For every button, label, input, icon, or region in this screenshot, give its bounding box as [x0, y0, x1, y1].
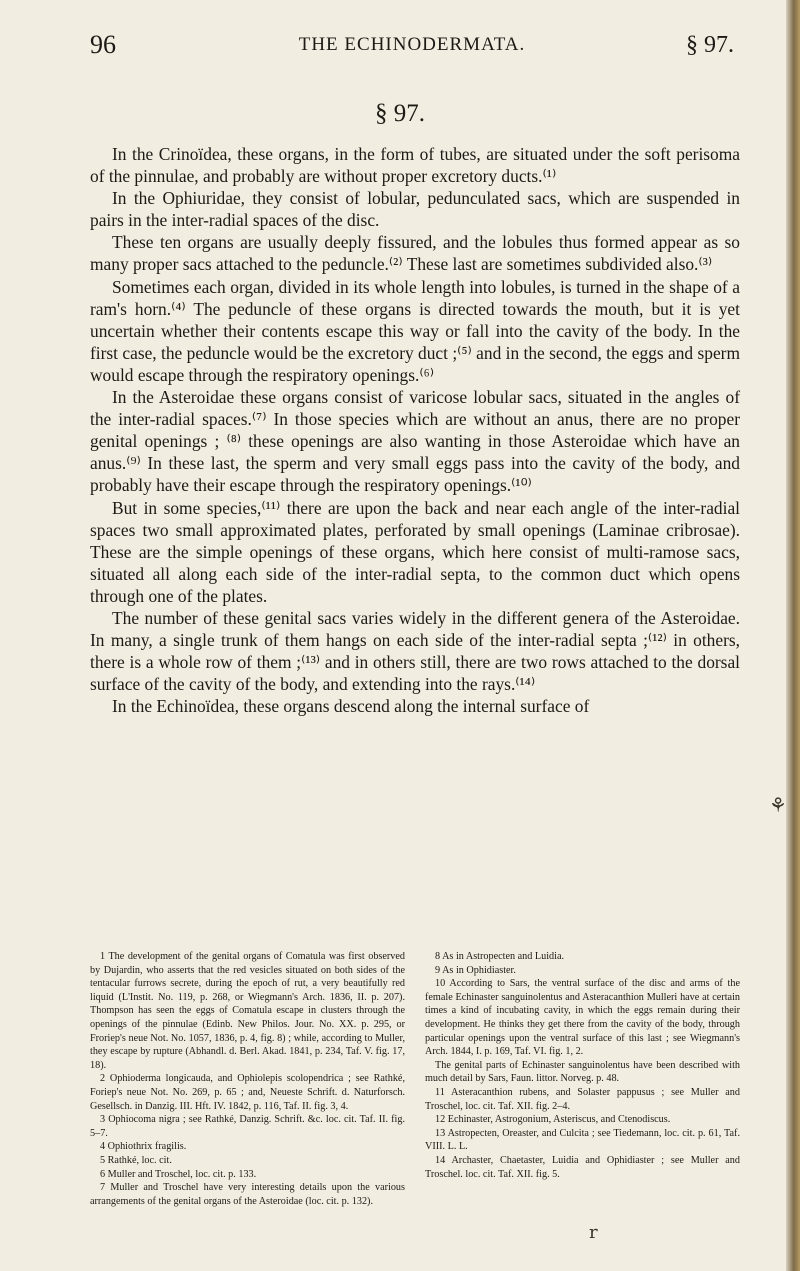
paragraph: In the Echinoïdea, these organs descend along the internal surface of: [112, 696, 590, 717]
footnote: 13 Astropecten, Oreaster, and Culcita ; see Tiedemann, loc. cit. p. 61, Taf. VIII. L. L.: [425, 1127, 740, 1153]
paragraph: In the Asteroidae these organs consist of varicose lobular sacs, situated in the angles of the inter-radial spaces.⁽⁷⁾ In those species which are without an anus, there are no proper genital openings ; ⁽⁸⁾ these openings are also wanting in those Asteroidae which have an anus.⁽⁹⁾ In these last, the sperm and very small eggs pass into the cavity of the body, and probably have their escape through the respiratory openings.⁽¹⁰⁾: [90, 387, 740, 496]
running-header: [90, 30, 734, 60]
footnote: 10 According to Sars, the ventral surface of the disc and arms of the female Echinaster sanguinolentus and Asteracanthion Mulleri have at certain times a kind of incubating cavity, in which the eggs remain during their development. He thinks they get there from the cavity of the body, through particular openings upon the ventral surface of this last ; see Wiegmann's Arch. 1844, I. p. 169, Taf. VI. fig. 1, 2.: [425, 978, 740, 1058]
footnote: 3 Ophiocoma nigra ; see Rathké, Danzig. Schrift. &c. loc. cit. Taf. II. fig. 5–7.: [90, 1114, 405, 1139]
footnote: The genital parts of Echinaster sanguinolentus have been described with much detail by Sars, Faun. littor. Norveg. p. 48.: [425, 1059, 740, 1085]
footnotes: [90, 950, 740, 1208]
page-edge: [786, 0, 800, 1271]
footnotes-right-column: [425, 950, 740, 1208]
footnote: 14 Archaster, Chaetaster, Luidia and Ophidiaster ; see Muller and Troschel. loc. cit. Taf. XII. fig. 5.: [425, 1154, 740, 1180]
footnote: 4 Ophiothrix fragilis.: [100, 1141, 187, 1153]
margin-mark: ⚘: [769, 793, 787, 817]
footnote: 5 Rathké, loc. cit.: [100, 1154, 172, 1166]
page-number: 96: [90, 30, 116, 59]
footnote: 12 Echinaster, Astrogonium, Asteriscus, and Ctenodiscus.: [435, 1114, 671, 1126]
footnote: 11 Asteracanthion rubens, and Solaster pappusus ; see Muller and Troschel, loc. cit. Taf. XII. fig. 2–4.: [425, 1086, 740, 1112]
footnotes-left-column: [90, 950, 405, 1208]
footnote: 1 The development of the genital organs of Comatula was first observed by Dujardin, who asserts that the red vesicles situated on both sides of the tentacular furrows secrete, during the epoch of rut, a very beautifully red liquid (L'Instit. No. 119, p. 268, or Wiegmann's Arch. 1836, II. p. 207). Thompson has seen the eggs of Comatula escape in clusters through the openings of the pinnulae (Edinb. New Philos. Jour. No. XX. p. 295, or Froriep's neue Not. No. 1057, 1836, p. 4, fig. 8) ; while, according to Muller, they escape by rupture (Abhandl. d. Berl. Akad. 1841, p. 234, Taf. V. fig. 17, 18).: [90, 951, 405, 1071]
section-reference: § 97.: [686, 32, 734, 58]
running-title: THE ECHINODERMATA.: [298, 34, 526, 55]
footnote: 7 Muller and Troschel have very interesting details upon the various arrangements of the genital organs of the Asteroidae (loc. cit. p. 132).: [90, 1182, 405, 1207]
paragraph: The number of these genital sacs varies widely in the different genera of the Asteroidae. In many, a single trunk of them hangs on each side of the inter-radial septa ;⁽¹²⁾ in others, there is a whole row of them ;⁽¹³⁾ and in others still, there are two rows attached to the dorsal surface of the cavity of the body, and extending into the rays.⁽¹⁴⁾: [90, 607, 740, 695]
margin-mark: r: [589, 1222, 598, 1243]
paragraph: In the Crinoïdea, these organs, in the form of tubes, are situated under the soft perisoma of the pinnulae, and probably are without proper excretory ducts.⁽¹⁾: [90, 144, 740, 187]
paragraph: Sometimes each organ, divided in its whole length into lobules, is turned in the shape of a ram's horn.⁽⁴⁾ The peduncle of these organs is directed towards the mouth, but it is yet uncertain whether their contents escape this way or fall into the cavity of the body. In the first case, the peduncle would be the excretory duct ;⁽⁵⁾ and in the second, the eggs and sperm would escape through the respiratory openings.⁽⁶⁾: [90, 276, 740, 385]
paragraph: These ten organs are usually deeply fissured, and the lobules thus formed appear as so many proper sacs attached to the peduncle.⁽²⁾ These last are sometimes subdivided also.⁽³⁾: [90, 232, 740, 275]
paragraph: In the Ophiuridae, they consist of lobular, pedunculated sacs, which are suspended in pairs in the inter-radial spaces of the disc.: [90, 188, 740, 231]
section-title: § 97.: [375, 100, 425, 127]
main-text: [90, 143, 740, 717]
footnote: 8 As in Astropecten and Luidia.: [435, 951, 565, 962]
footnote: 2 Ophioderma longicauda, and Ophiolepis scolopendrica ; see Rathké, Foriep's neue Not. No. 269, p. 65 ; and, Neueste Schrift. d. Naturforsch. Gesellsch. in Danzig. III. Hft. IV. 1842, p. 116, Taf. II. fig. 3, 4.: [90, 1073, 405, 1112]
footnote: 9 As in Ophidiaster.: [435, 964, 516, 976]
paragraph: But in some species,⁽¹¹⁾ there are upon the back and near each angle of the inter-radial spaces two small approximated plates, perforated by small openings (Laminae cribrosae). These are the simple openings of these organs, which here consist of multi-ramose sacs, situated all along each side of the inter-radial septa, to the common duct which opens through one of the plates.: [90, 497, 740, 606]
footnote: 6 Muller and Troschel, loc. cit. p. 133.: [100, 1168, 257, 1180]
